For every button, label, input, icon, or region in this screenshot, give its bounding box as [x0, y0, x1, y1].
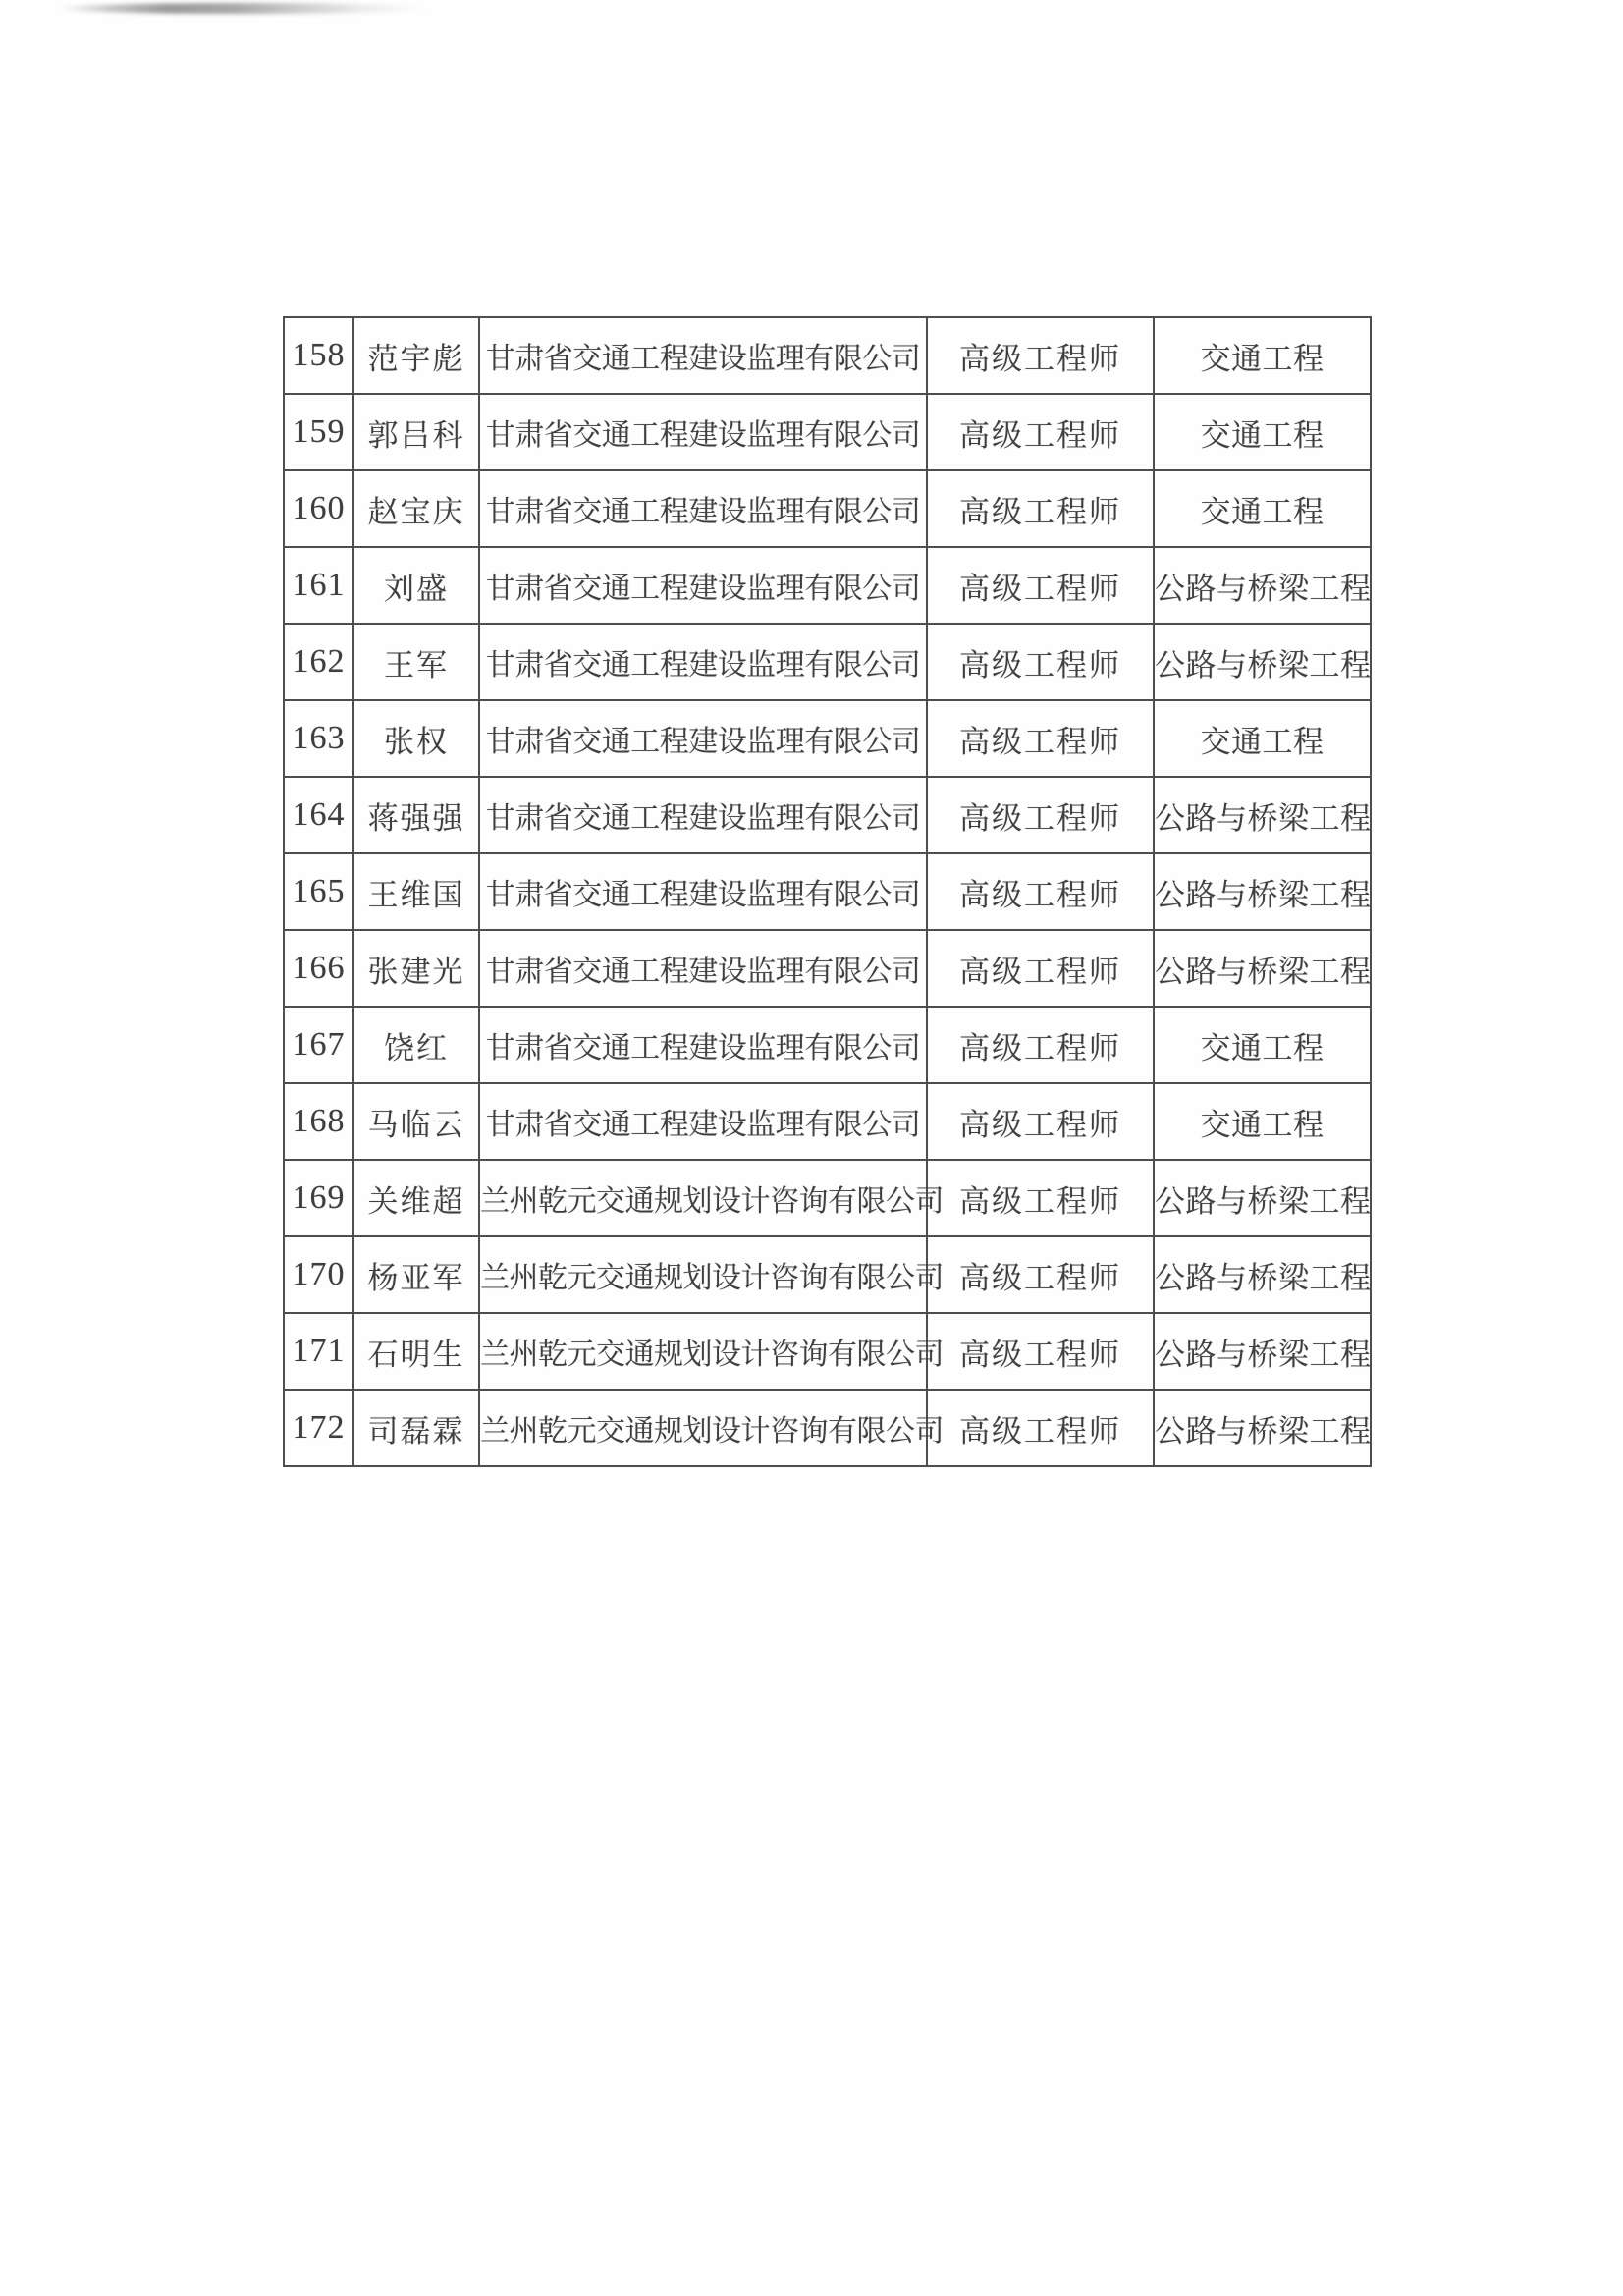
- cell-specialty: 公路与桥梁工程: [1154, 547, 1371, 624]
- table-row: [284, 624, 1371, 700]
- cell-name: 蒋强强: [353, 777, 479, 853]
- table-row: [284, 853, 1371, 930]
- cell-number: 161: [284, 547, 353, 624]
- cell-title: 高级工程师: [927, 1390, 1154, 1466]
- cell-company: 甘肃省交通工程建设监理有限公司: [479, 317, 927, 394]
- cell-specialty: 公路与桥梁工程: [1154, 1160, 1371, 1236]
- table-row: [284, 930, 1371, 1007]
- cell-company: 兰州乾元交通规划设计咨询有限公司: [479, 1160, 927, 1236]
- cell-number: 171: [284, 1313, 353, 1390]
- cell-title: 高级工程师: [927, 1236, 1154, 1313]
- table-row: [284, 777, 1371, 853]
- cell-number: 169: [284, 1160, 353, 1236]
- cell-company: 甘肃省交通工程建设监理有限公司: [479, 394, 927, 470]
- cell-number: 159: [284, 394, 353, 470]
- cell-title: 高级工程师: [927, 930, 1154, 1007]
- cell-specialty: 公路与桥梁工程: [1154, 624, 1371, 700]
- cell-title: 高级工程师: [927, 470, 1154, 547]
- cell-title: 高级工程师: [927, 317, 1154, 394]
- cell-specialty: 交通工程: [1154, 394, 1371, 470]
- cell-number: 172: [284, 1390, 353, 1466]
- cell-number: 170: [284, 1236, 353, 1313]
- cell-title: 高级工程师: [927, 1160, 1154, 1236]
- cell-name: 王军: [353, 624, 479, 700]
- table-row: [284, 470, 1371, 547]
- cell-number: 162: [284, 624, 353, 700]
- cell-name: 赵宝庆: [353, 470, 479, 547]
- cell-number: 168: [284, 1083, 353, 1160]
- cell-name: 王维国: [353, 853, 479, 930]
- cell-number: 164: [284, 777, 353, 853]
- cell-number: 163: [284, 700, 353, 777]
- cell-name: 范宇彪: [353, 317, 479, 394]
- cell-title: 高级工程师: [927, 1007, 1154, 1083]
- cell-name: 马临云: [353, 1083, 479, 1160]
- cell-company: 兰州乾元交通规划设计咨询有限公司: [479, 1236, 927, 1313]
- table-row: [284, 394, 1371, 470]
- cell-company: 甘肃省交通工程建设监理有限公司: [479, 777, 927, 853]
- cell-specialty: 公路与桥梁工程: [1154, 930, 1371, 1007]
- cell-name: 司磊霖: [353, 1390, 479, 1466]
- cell-name: 郭吕科: [353, 394, 479, 470]
- cell-specialty: 公路与桥梁工程: [1154, 1236, 1371, 1313]
- cell-title: 高级工程师: [927, 853, 1154, 930]
- cell-title: 高级工程师: [927, 1313, 1154, 1390]
- roster-table: [283, 316, 1372, 1467]
- table-row: [284, 1160, 1371, 1236]
- cell-name: 张权: [353, 700, 479, 777]
- cell-title: 高级工程师: [927, 1083, 1154, 1160]
- cell-specialty: 公路与桥梁工程: [1154, 853, 1371, 930]
- table-row: [284, 1313, 1371, 1390]
- cell-name: 石明生: [353, 1313, 479, 1390]
- cell-title: 高级工程师: [927, 547, 1154, 624]
- table-row: [284, 700, 1371, 777]
- cell-company: 甘肃省交通工程建设监理有限公司: [479, 700, 927, 777]
- cell-company: 甘肃省交通工程建设监理有限公司: [479, 624, 927, 700]
- cell-specialty: 交通工程: [1154, 1083, 1371, 1160]
- cell-title: 高级工程师: [927, 624, 1154, 700]
- cell-title: 高级工程师: [927, 394, 1154, 470]
- cell-title: 高级工程师: [927, 700, 1154, 777]
- cell-specialty: 公路与桥梁工程: [1154, 1313, 1371, 1390]
- table-row: [284, 1083, 1371, 1160]
- cell-name: 刘盛: [353, 547, 479, 624]
- cell-company: 甘肃省交通工程建设监理有限公司: [479, 1083, 927, 1160]
- cell-number: 160: [284, 470, 353, 547]
- cell-company: 甘肃省交通工程建设监理有限公司: [479, 853, 927, 930]
- cell-specialty: 公路与桥梁工程: [1154, 1390, 1371, 1466]
- table-row: [284, 1007, 1371, 1083]
- table-row: [284, 317, 1371, 394]
- cell-number: 166: [284, 930, 353, 1007]
- cell-specialty: 公路与桥梁工程: [1154, 777, 1371, 853]
- cell-company: 甘肃省交通工程建设监理有限公司: [479, 547, 927, 624]
- cell-number: 167: [284, 1007, 353, 1083]
- cell-company: 甘肃省交通工程建设监理有限公司: [479, 1007, 927, 1083]
- cell-specialty: 交通工程: [1154, 1007, 1371, 1083]
- cell-title: 高级工程师: [927, 777, 1154, 853]
- table-row: [284, 1236, 1371, 1313]
- cell-specialty: 交通工程: [1154, 470, 1371, 547]
- cell-name: 饶红: [353, 1007, 479, 1083]
- cell-number: 165: [284, 853, 353, 930]
- cell-number: 158: [284, 317, 353, 394]
- table-row: [284, 1390, 1371, 1466]
- scanner-streak-artifact: [57, 3, 428, 14]
- cell-name: 关维超: [353, 1160, 479, 1236]
- cell-company: 兰州乾元交通规划设计咨询有限公司: [479, 1313, 927, 1390]
- cell-specialty: 交通工程: [1154, 700, 1371, 777]
- cell-company: 兰州乾元交通规划设计咨询有限公司: [479, 1390, 927, 1466]
- cell-name: 杨亚军: [353, 1236, 479, 1313]
- table-row: [284, 547, 1371, 624]
- cell-company: 甘肃省交通工程建设监理有限公司: [479, 930, 927, 1007]
- cell-company: 甘肃省交通工程建设监理有限公司: [479, 470, 927, 547]
- cell-specialty: 交通工程: [1154, 317, 1371, 394]
- cell-name: 张建光: [353, 930, 479, 1007]
